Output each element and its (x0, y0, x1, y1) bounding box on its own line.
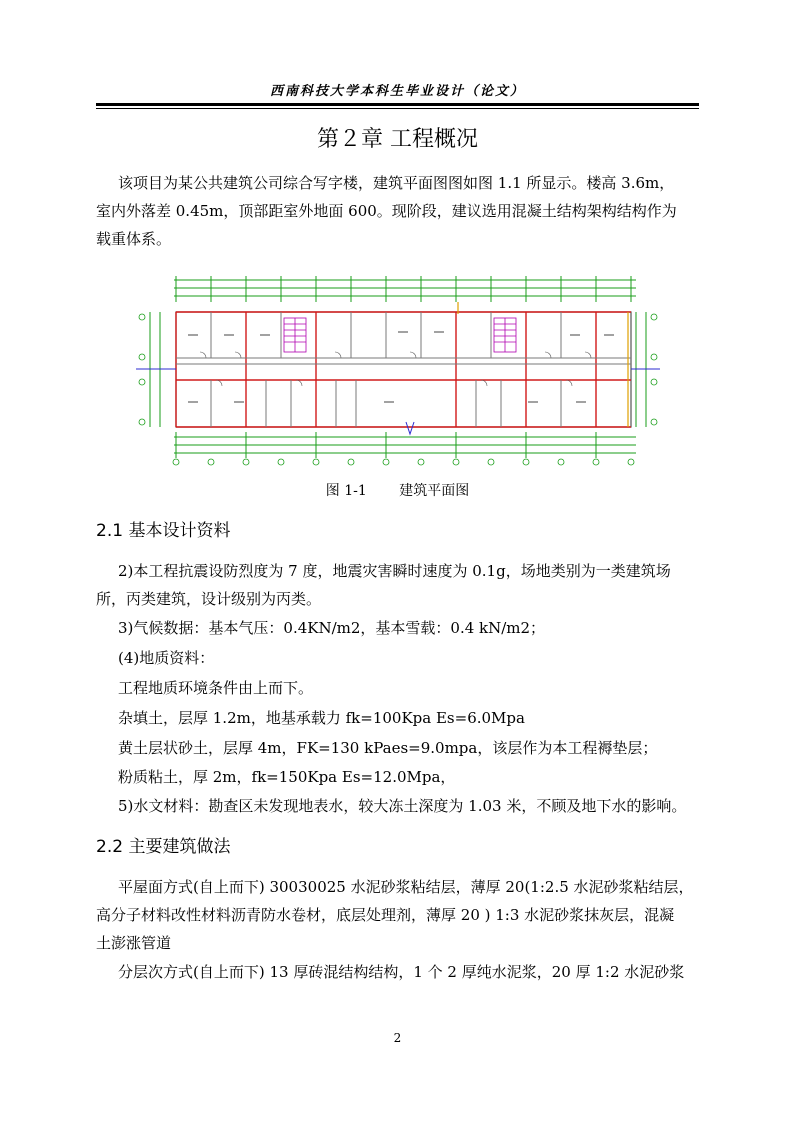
intro-line-1: 该项目为某公共建筑公司综合写字楼，建筑平面图图如图 1.1 所显示。楼高 3.6m， (118, 174, 675, 192)
s1-line-9: 5)水文材料：勘查区未发现地表水，较大冻土深度为 1.03 米，不顾及地下水的影响。 (118, 797, 687, 815)
intro-line-3: 载重体系。 (96, 230, 172, 248)
door-swings (200, 352, 591, 386)
axis-ticks (176, 276, 631, 458)
section-title-2-1: 2.1 基本设计资料 (96, 521, 231, 541)
header-rule-thin (96, 108, 699, 109)
building-outline (176, 312, 631, 427)
s1-line-3: 3)气候数据：基本气压：0.4KN/m2，基本雪载：0.4 kN/m2； (118, 619, 546, 637)
chapter-title: 第２章 工程概况 (317, 127, 478, 152)
s2-line-4: 分层次方式(自上而下) 13 厚砖混结构结构，1 个 2 厚纯水泥浆，20 厚 1:2 水泥砂浆 (118, 963, 685, 981)
section-title-2-2: 2.2 主要建筑做法 (96, 837, 231, 857)
s1-line-7: 黄土层状砂土，层厚 4m，FK=130 kPaes=9.0mpa，该层作为本工程褥垫层； (118, 739, 658, 757)
room-partitions (211, 312, 561, 427)
figure-caption-text: 建筑平面图 (399, 483, 470, 499)
stair-core-left (284, 318, 306, 352)
s1-line-8: 粉质粘土，厚 2m，fk=150Kpa Es=12.0Mpa， (118, 768, 456, 786)
running-header: 西南科技大学本科生毕业设计（论文） (269, 84, 525, 99)
s1-line-2: 所，丙类建筑，设计级别为丙类。 (96, 590, 322, 608)
s2-line-2: 高分子材料改性材料沥青防水卷材，底层处理剂，薄厚 20 ) 1:3 水泥砂浆抹灰层，混凝 (96, 906, 675, 924)
s1-line-4: (4)地质资料： (118, 649, 215, 667)
s1-line-5: 工程地质环境条件由上而下。 (118, 679, 314, 697)
figure-caption (96, 480, 699, 500)
figure-number: 图 1-1 (325, 483, 367, 499)
s1-line-6: 杂填土，层厚 1.2m，地基承载力 fk=100Kpa Es=6.0Mpa (118, 709, 525, 727)
stair-core-right (494, 318, 516, 352)
s1-line-1: 2)本工程抗震设防烈度为 7 度，地震灾害瞬时速度为 0.1g，场地类别为一类建筑场 (118, 562, 671, 580)
header-rule-thick (96, 103, 699, 106)
axis-markers (139, 314, 657, 465)
beam-lines (176, 312, 631, 427)
s2-line-1: 平屋面方式(自上而下) 30030025 水泥砂浆粘结层，薄厚 20(1:2.5 水泥砂浆粘结层， (118, 878, 694, 896)
page-number: 2 (393, 1031, 402, 1045)
corridor (176, 358, 631, 364)
s2-line-3: 土澎涨管道 (96, 934, 172, 952)
room-labels (188, 332, 614, 402)
intro-line-2: 室内外落差 0.45m，顶部距室外地面 600。现阶段，建议选用混凝土结构架构结构作为 (96, 202, 677, 220)
floor-plan-figure (136, 272, 660, 467)
